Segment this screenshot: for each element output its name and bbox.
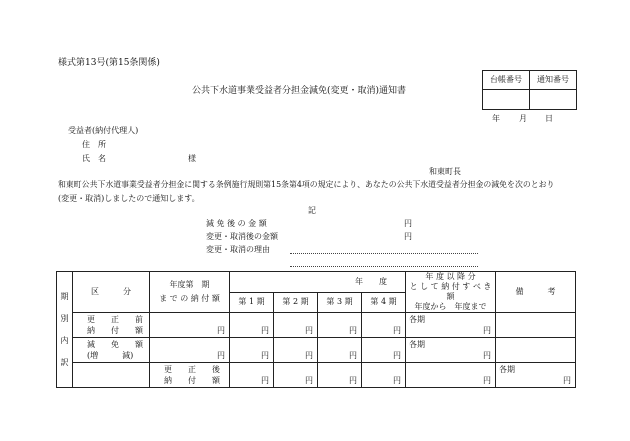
term-2-cell[interactable]: 円 xyxy=(318,363,362,388)
paid-amount-cell[interactable]: 円 xyxy=(150,313,230,338)
header-future-line-2: と し て 納 付 す べ き 額 xyxy=(409,282,492,301)
row-label-line-2: 納 付 額 xyxy=(164,376,220,385)
ledger-number-header: 台帳番号 xyxy=(483,71,530,90)
reason-line-1[interactable] xyxy=(290,253,478,254)
honorific: 様 xyxy=(188,154,196,163)
each-term-label: 各期 xyxy=(409,340,425,349)
table-row xyxy=(57,313,576,338)
row-label-line-1: 減 免 額 xyxy=(87,340,143,349)
name-label: 氏 名 xyxy=(82,154,106,163)
row-label xyxy=(73,338,150,363)
amount-after-reduction-unit: 円 xyxy=(404,219,412,228)
table-row xyxy=(57,338,576,363)
row-label xyxy=(150,363,230,388)
future-amount-cell[interactable] xyxy=(406,313,496,338)
term-4-cell[interactable]: 円 xyxy=(362,313,406,338)
term-1-cell[interactable]: 円 xyxy=(230,338,274,363)
term-3-cell[interactable]: 円 xyxy=(318,338,362,363)
amount-after-reduction-label: 減 免 後 の 金 額 xyxy=(206,219,267,228)
notice-number-header: 通知番号 xyxy=(530,71,577,90)
body-text-line-2: (変更・取消)しましたので通知します。 xyxy=(58,194,200,203)
ki-label: 記 xyxy=(308,206,316,215)
row-label-line-1: 更 正 前 xyxy=(87,315,143,324)
header-fiscal-year: 年 度 xyxy=(230,272,406,293)
term-2-cell[interactable]: 円 xyxy=(274,338,318,363)
header-kubun: 区 分 xyxy=(73,272,150,313)
future-yen: 円 xyxy=(563,376,571,385)
form-number: 様式第13号(第15条関係) xyxy=(58,58,160,68)
side-label-2: 別 xyxy=(60,313,69,323)
date-day: 日 xyxy=(545,114,553,123)
body-text-line-1: 和東町公共下水道事業受益者分担金に関する条例施行規則第15条第4項の規定により、あなたの公共下水道受益者分担金の減免を次のとおり xyxy=(58,180,555,189)
side-label-spacer xyxy=(73,363,150,388)
term-4-cell[interactable]: 円 xyxy=(362,338,406,363)
header-future-line-1: 年 度 以 降 分 xyxy=(425,272,476,281)
term-2-cell[interactable]: 円 xyxy=(274,313,318,338)
table-row xyxy=(57,363,576,388)
future-yen: 円 xyxy=(483,326,491,335)
header-term-3: 第 3 期 xyxy=(318,292,362,313)
header-future-line-3: 年度から 年度まで xyxy=(414,302,487,311)
side-label-3: 内 xyxy=(60,335,69,345)
reason-line-2[interactable] xyxy=(290,266,478,267)
term-3-cell[interactable]: 円 xyxy=(318,313,362,338)
notice-number-field[interactable] xyxy=(530,90,577,110)
term-1-cell[interactable]: 円 xyxy=(274,363,318,388)
row-label-line-1: 更 正 後 xyxy=(164,365,220,374)
row-label xyxy=(73,313,150,338)
paid-amount-cell[interactable]: 円 xyxy=(150,338,230,363)
amount-after-change-unit: 円 xyxy=(404,232,412,241)
date-year: 年 xyxy=(492,114,500,123)
header-period-line-2: ま で の 納 付 額 xyxy=(159,294,220,303)
each-term-label: 各期 xyxy=(499,365,515,374)
future-amount-cell[interactable] xyxy=(496,363,576,388)
term-1-cell[interactable]: 円 xyxy=(230,313,274,338)
row-label-line-2: (増 減) xyxy=(87,351,134,360)
recipient-heading: 受益者(納付代理人) xyxy=(68,126,139,135)
future-yen: 円 xyxy=(483,351,491,360)
document-title: 公共下水道事業受益者分担金減免(変更・取消)通知書 xyxy=(192,86,407,96)
future-amount-cell[interactable] xyxy=(406,338,496,363)
each-term-label: 各期 xyxy=(409,315,425,324)
amount-after-change-label: 変更・取消後の金額 xyxy=(206,232,278,241)
installment-breakdown-table xyxy=(56,271,576,388)
date-month: 月 xyxy=(519,114,527,123)
header-remarks: 備 考 xyxy=(496,272,576,313)
paid-amount-cell[interactable]: 円 xyxy=(230,363,274,388)
side-label-4: 訳 xyxy=(60,357,69,367)
header-term-2: 第 2 期 xyxy=(274,292,318,313)
issuer: 和東町長 xyxy=(429,167,461,176)
term-4-cell[interactable]: 円 xyxy=(406,363,496,388)
remarks-cell[interactable] xyxy=(496,313,576,338)
header-term-4: 第 4 期 xyxy=(362,292,406,313)
header-paid-until xyxy=(150,272,230,313)
side-label-1: 期 xyxy=(60,291,69,301)
header-term-1: 第 1 期 xyxy=(230,292,274,313)
remarks-cell[interactable] xyxy=(496,338,576,363)
breakdown-side-label xyxy=(57,272,73,388)
change-reason-label: 変更・取消の理由 xyxy=(206,245,270,254)
ledger-number-field[interactable] xyxy=(483,90,530,110)
header-future-amount xyxy=(406,272,496,313)
row-label-line-2: 納 付 額 xyxy=(87,326,143,335)
header-period-line-1: 年度第 期 xyxy=(169,280,210,289)
term-3-cell[interactable]: 円 xyxy=(362,363,406,388)
address-label: 住 所 xyxy=(82,140,106,149)
ledger-number-box xyxy=(482,70,577,110)
